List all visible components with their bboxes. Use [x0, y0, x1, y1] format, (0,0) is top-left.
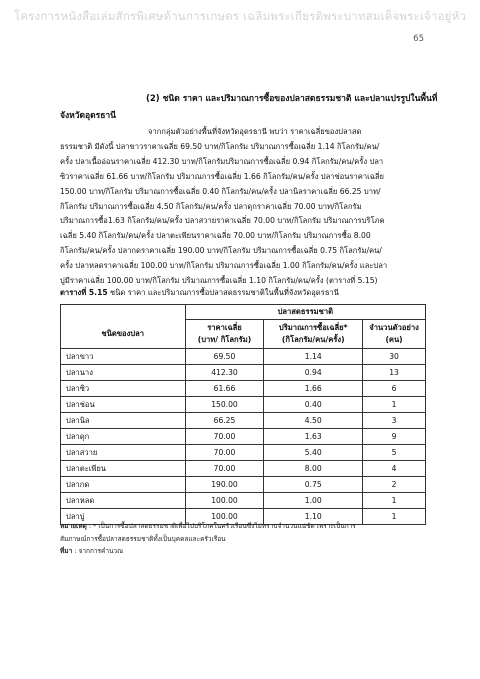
cell-name: ปลานาง	[61, 365, 186, 381]
table-row	[61, 493, 426, 509]
table-empty-corner	[61, 305, 186, 320]
cell-price: 412.30	[185, 365, 264, 381]
paragraph-line: ครั้ง ปลาเนื้ออ่อนราคาเฉลี่ย 412.30 บาท/กิโลกรัมปริมาณการซื้อเฉลี่ย 0.94 กิโลกรัม/คน/ครั้ง ปลา	[60, 156, 384, 166]
paragraph-line: จากกลุ่มตัวอย่างพื้นที่จังหวัดอุดรธานี พบว่า ราคาเฉลี่ยของปลาสด	[148, 127, 362, 136]
table-notes	[60, 520, 430, 558]
cell-name: ปลาหลด	[61, 493, 186, 509]
column-header-sample-size: จำนวนตัวอย่าง (คน)	[363, 320, 426, 349]
cell-n: 5	[363, 445, 426, 461]
cell-name: ปลาสวาย	[61, 445, 186, 461]
cell-price: 150.00	[185, 397, 264, 413]
cell-qty: 0.75	[264, 477, 363, 493]
cell-n: 2	[363, 477, 426, 493]
cell-name: ปลาตะเพียน	[61, 461, 186, 477]
source-line: ที่มา : จากการคำนวณ	[60, 547, 124, 555]
section-title-line-2: จังหวัดอุดรธานี	[60, 111, 116, 121]
note-line-1: หมายเหตุ : * เป็นการซื้อปลาสดธรรมชาติเพื่อไปบริโภคในครัวเรือนซึ่งไม่ทราบจำนวนแน่ชัด เพราะเป็นการ	[60, 522, 356, 530]
cell-n: 30	[363, 349, 426, 365]
table-row	[61, 397, 426, 413]
table-row	[61, 413, 426, 429]
table-group-header: ปลาสดธรรมชาติ	[185, 305, 425, 320]
cell-price: 66.25	[185, 413, 264, 429]
cell-name: ปลากด	[61, 477, 186, 493]
table-row	[61, 365, 426, 381]
cell-name: ปลาช่อน	[61, 397, 186, 413]
table-row	[61, 461, 426, 477]
section-title	[60, 91, 438, 125]
table-caption	[60, 287, 339, 299]
paragraph-line: เฉลี่ย 5.40 กิโลกรัม/คน/ครั้ง ปลาตะเพียนราคาเฉลี่ย 70.00 บาท/กิโลกรัม ปริมาณการซื้อ 8.00	[60, 231, 371, 241]
paragraph-line: กิโลกรัม ปริมาณการซื้อเฉลี่ย 4.50 กิโลกรัม/คน/ครั้ง ปลาดุกราคาเฉลี่ย 70.00 บาท/กิโลกรัม	[60, 201, 362, 211]
cell-name: ปลาขาว	[61, 349, 186, 365]
cell-price: 61.66	[185, 381, 264, 397]
cell-price: 100.00	[185, 493, 264, 509]
cell-name: ปลาซิว	[61, 381, 186, 397]
cell-qty: 4.50	[264, 413, 363, 429]
table-caption-label: ตารางที่ 5.15	[60, 288, 108, 297]
paragraph-line: กิโลกรัม/คน/ครั้ง ปลากดราคาเฉลี่ย 190.00 บาท/กิโลกรัม ปริมาณการซื้อเฉลี่ย 0.75 กิโลกรัม/คน/	[60, 246, 382, 256]
cell-qty: 5.40	[264, 445, 363, 461]
column-header-quantity: ปริมาณการซื้อเฉลี่ย* (กิโลกรัม/คน/ครั้ง)	[264, 320, 363, 349]
running-header: โครงการหนังสือเล่มสักรพิเศษด้านการเกษตร เฉลิมพระเกียรติพระบาทสมเด็จพระเจ้าอยู่หัว	[13, 9, 467, 23]
table-row	[61, 477, 426, 493]
column-header-fish-type: ชนิดของปลา	[61, 320, 186, 349]
cell-price: 70.00	[185, 429, 264, 445]
table-row	[61, 445, 426, 461]
cell-n: 1	[363, 493, 426, 509]
column-header-price: ราคาเฉลี่ย (บาท/ กิโลกรัม)	[185, 320, 264, 349]
cell-name: ปลาบู่	[61, 509, 186, 525]
cell-qty: 0.94	[264, 365, 363, 381]
paragraph-line: ซิวราคาเฉลี่ย 61.66 บาท/กิโลกรัม ปริมาณการซื้อเฉลี่ย 1.66 กิโลกรัม/คน/ครั้ง ปลาช่อนราคาเฉลี่ย	[60, 171, 384, 181]
paragraph-line: ครั้ง ปลาหลดราคาเฉลี่ย 100.00 บาท/กิโลกรัม ปริมาณการซื้อเฉลี่ย 1.00 กิโลกรัม/คน/ครั้ง และปลา	[60, 261, 388, 271]
cell-name: ปลานิล	[61, 413, 186, 429]
paragraph-line: ปริมาณการซื้อ1.63 กิโลกรัม/คน/ครั้ง ปลาสวายราคาเฉลี่ย 70.00 บาท/กิโลกรัม ปริมาณการบริโภค	[60, 216, 385, 226]
cell-n: 1	[363, 397, 426, 413]
cell-n: 4	[363, 461, 426, 477]
cell-n: 6	[363, 381, 426, 397]
table-row	[61, 381, 426, 397]
cell-qty: 1.14	[264, 349, 363, 365]
paragraph-line: ธรรมชาติ มีดังนี้ ปลาขาวราคาเฉลี่ย 69.50 บาท/กิโลกรัม ปริมาณการซื้อเฉลี่ย 1.14 กิโลกรัม/คน/	[60, 141, 380, 151]
fish-price-table	[60, 304, 426, 525]
cell-qty: 1.63	[264, 429, 363, 445]
cell-n: 13	[363, 365, 426, 381]
cell-price: 190.00	[185, 477, 264, 493]
cell-name: ปลาดุก	[61, 429, 186, 445]
table-caption-text: ชนิด ราคา และปริมาณการซื้อปลาสดธรรมชาติในพื้นที่จังหวัดอุดรธานี	[107, 288, 339, 297]
cell-n: 1	[363, 509, 426, 525]
cell-qty: 1.10	[264, 509, 363, 525]
body-paragraph	[60, 125, 426, 289]
cell-qty: 0.40	[264, 397, 363, 413]
table-row	[61, 429, 426, 445]
page-number: 65	[413, 34, 424, 44]
cell-qty: 1.00	[264, 493, 363, 509]
paragraph-line: บู่มีราคาเฉลี่ย 100.00 บาท/กิโลกรัม ปริมาณการซื้อเฉลี่ย 1.10 กิโลกรัม/คน/ครั้ง (ตารางที่ 5.15)	[60, 276, 378, 286]
section-title-line-1: (2) ชนิด ราคา และปริมาณการซื้อของปลาสดธรรมชาติ และปลาแปรรูปในพื้นที่	[146, 94, 438, 104]
table-row	[61, 349, 426, 365]
cell-n: 9	[363, 429, 426, 445]
cell-qty: 8.00	[264, 461, 363, 477]
cell-price: 70.00	[185, 445, 264, 461]
cell-price: 100.00	[185, 509, 264, 525]
cell-qty: 1.66	[264, 381, 363, 397]
cell-price: 70.00	[185, 461, 264, 477]
note-line-2: สัมภาษณ์การซื้อปลาสดธรรมชาติทั้งเป็นบุคคลและครัวเรือน	[60, 534, 226, 543]
cell-price: 69.50	[185, 349, 264, 365]
paragraph-line: 150.00 บาท/กิโลกรัม ปริมาณการซื้อเฉลี่ย 0.40 กิโลกรัม/คน/ครั้ง ปลานิลราคาเฉลี่ย 66.25 บาท/	[60, 186, 381, 196]
cell-n: 3	[363, 413, 426, 429]
